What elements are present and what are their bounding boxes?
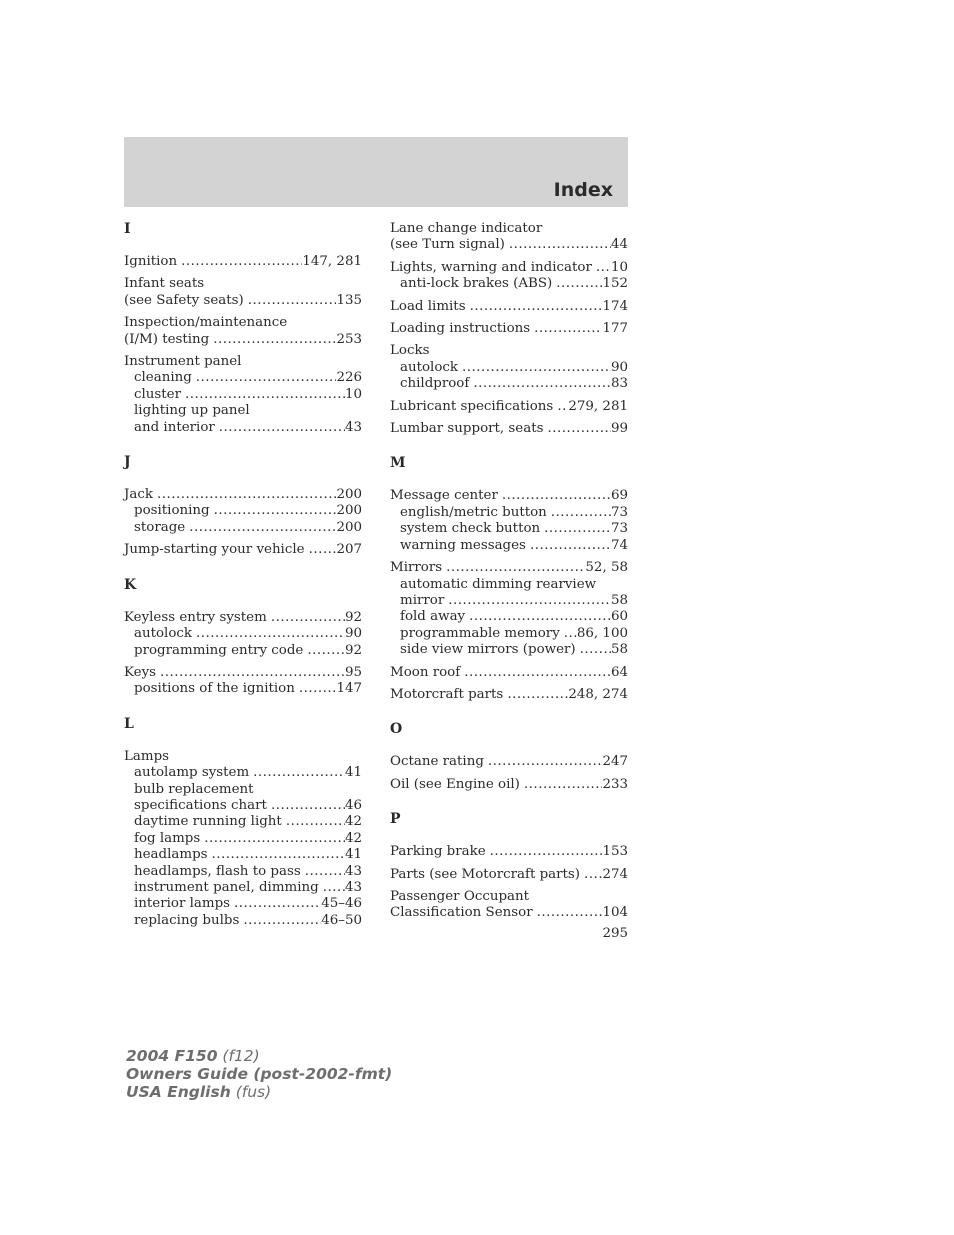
section-letter: I	[124, 221, 131, 237]
index-entry-line	[390, 777, 628, 793]
page-reference: 95	[344, 664, 362, 680]
index-entry-line	[390, 399, 628, 415]
dot-leader	[271, 610, 345, 626]
entry-term: cleaning	[134, 370, 192, 386]
entry-term: headlamps	[134, 847, 208, 863]
footer-model-code: (f12)	[222, 1047, 260, 1065]
index-entry	[390, 343, 628, 392]
entry-term: Ignition	[124, 254, 178, 269]
index-entry-line	[124, 665, 362, 681]
page-reference: 90	[344, 626, 362, 642]
page-reference: 52, 58	[585, 560, 628, 576]
entry-term: programmable memory	[400, 625, 560, 641]
page-reference: 44	[610, 237, 628, 253]
dot-leader	[309, 542, 337, 558]
index-subentry-line	[124, 798, 362, 814]
footer-guide: Owners Guide (post-2002-fmt)	[126, 1065, 393, 1083]
index-subentry-line	[124, 370, 362, 386]
index-entry-line	[124, 487, 362, 503]
page-reference: 174	[602, 298, 628, 314]
entry-term: fold away	[400, 609, 466, 625]
index-entry-line	[390, 560, 628, 576]
dot-leader	[490, 844, 603, 860]
index-entry-line	[390, 321, 628, 337]
index-subentry-line	[390, 538, 628, 554]
dot-leader	[196, 626, 345, 642]
entry-term: warning messages	[400, 537, 526, 553]
entry-term: Lubricant specifications	[390, 398, 554, 414]
page-reference: 207	[336, 542, 362, 558]
page-reference: 73	[610, 521, 628, 537]
page-reference: 279, 281	[568, 398, 628, 414]
dot-leader	[469, 609, 611, 625]
dot-leader	[464, 665, 611, 681]
index-subentry-line	[124, 896, 362, 912]
page-reference: 247	[602, 754, 628, 770]
entry-term: and interior	[134, 419, 215, 435]
entry-term: autolock	[400, 359, 459, 375]
dot-leader	[556, 276, 602, 292]
page-reference: 46	[344, 797, 362, 813]
page-reference: 60	[610, 609, 628, 625]
entry-term: bulb replacement	[134, 781, 254, 797]
index-entry-line	[124, 293, 362, 309]
index-entry	[390, 687, 628, 703]
index-entry	[124, 749, 362, 929]
index-subentry-line	[124, 847, 362, 863]
index-entry	[390, 421, 628, 437]
footer-language: USA English	[126, 1083, 231, 1101]
page-reference: 147	[336, 681, 362, 697]
index-subentry-line	[390, 609, 628, 625]
entry-term: Motorcraft parts	[390, 686, 504, 702]
dot-leader	[547, 421, 610, 437]
index-entry	[124, 542, 362, 558]
entry-term: Moon roof	[390, 664, 461, 680]
dot-leader	[307, 643, 345, 659]
entry-term: daytime running light	[134, 814, 282, 830]
index-subentry-line	[124, 626, 362, 642]
entry-term: Keyless entry system	[124, 609, 267, 625]
page-reference: 43	[344, 879, 362, 895]
index-entry	[390, 754, 628, 770]
dot-leader	[189, 520, 336, 536]
page-reference: 73	[610, 504, 628, 520]
entry-term: childproof	[400, 376, 470, 392]
index-entry-line	[124, 749, 362, 765]
index-subentry-line	[124, 387, 362, 403]
dot-leader	[507, 687, 568, 703]
index-subentry-line	[124, 403, 362, 419]
section-letter: O	[390, 721, 403, 738]
entry-term: mirror	[400, 592, 445, 608]
entry-term: Lumbar support, seats	[390, 421, 544, 437]
index-column-right	[390, 221, 628, 928]
entry-term: programming entry code	[134, 642, 304, 658]
dot-leader	[219, 420, 345, 436]
entry-term: Jack	[124, 487, 153, 503]
index-subentry-line	[124, 643, 362, 659]
index-entry	[124, 487, 362, 536]
dot-leader	[502, 488, 611, 504]
page-reference: 147, 281	[302, 254, 362, 269]
entry-term: Keys	[124, 664, 157, 680]
index-subentry-line	[390, 593, 628, 609]
dot-leader	[564, 626, 577, 642]
index-subentry-line	[124, 782, 362, 798]
index-subentry-line	[390, 360, 628, 376]
index-entry	[390, 777, 628, 793]
page-reference: 42	[344, 814, 362, 830]
page-reference: 233	[602, 776, 628, 792]
index-subentry-line	[390, 642, 628, 658]
entry-term: Octane rating	[390, 754, 484, 770]
index-entry	[390, 665, 628, 681]
index-subentry-line	[124, 864, 362, 880]
dot-leader	[473, 376, 611, 392]
entry-term: headlamps, flash to pass	[134, 863, 301, 879]
index-entry-line	[390, 299, 628, 315]
index-entry-line	[124, 276, 362, 292]
dot-leader	[524, 777, 603, 793]
index-subentry-line	[124, 503, 362, 519]
dot-leader	[286, 814, 345, 830]
index-entry-line	[124, 354, 362, 370]
page-reference: 253	[336, 331, 362, 347]
entry-term: Oil (see Engine oil)	[390, 776, 520, 792]
page-reference: 200	[336, 503, 362, 519]
dot-leader	[488, 754, 603, 770]
entry-term: interior lamps	[134, 896, 231, 912]
index-entry	[390, 488, 628, 554]
index-entry	[124, 610, 362, 659]
index-entry-line	[390, 687, 628, 703]
entry-term: lighting up panel	[134, 403, 250, 419]
entry-term: storage	[134, 519, 186, 535]
index-entry-line	[124, 542, 362, 558]
entry-term: positions of the ignition	[134, 681, 295, 697]
entry-term: anti-lock brakes (ABS)	[400, 276, 553, 292]
page-reference: 177	[602, 321, 628, 337]
section-letter: P	[390, 811, 401, 828]
dot-leader	[448, 593, 611, 609]
entry-term: english/metric button	[400, 504, 547, 520]
dot-leader	[212, 847, 345, 863]
index-subentry-line	[390, 626, 628, 642]
dot-leader	[204, 831, 345, 847]
dot-leader	[160, 665, 345, 681]
dot-leader	[271, 798, 345, 814]
index-entry	[390, 399, 628, 415]
index-subentry-line	[390, 521, 628, 537]
index-entry-line	[390, 260, 628, 276]
index-subentry-line	[124, 765, 362, 781]
index-subentry-line	[124, 681, 362, 697]
page-reference: 41	[344, 847, 362, 863]
entry-term: Load limits	[390, 298, 466, 314]
page-reference: 45–46	[321, 896, 362, 912]
dot-leader	[557, 399, 568, 415]
page-reference: 153	[602, 844, 628, 860]
index-subentry-line	[124, 880, 362, 896]
page-reference: 74	[610, 537, 628, 553]
entry-term: Mirrors	[390, 560, 443, 576]
page-reference: 226	[336, 370, 362, 386]
page-reference: 43	[344, 419, 362, 435]
page-reference: 10	[610, 259, 628, 275]
page-reference: 46–50	[321, 912, 362, 928]
index-subentry-line	[124, 913, 362, 929]
dot-leader	[305, 864, 345, 880]
index-entry-line	[390, 889, 628, 905]
dot-leader	[584, 867, 602, 883]
index-entry-line	[390, 905, 628, 921]
page-reference: 83	[610, 376, 628, 392]
page-reference: 92	[344, 609, 362, 625]
page-number: 295	[602, 926, 628, 941]
entry-term: Passenger Occupant	[390, 888, 529, 904]
dot-leader	[196, 370, 337, 386]
entry-term: fog lamps	[134, 830, 201, 846]
entry-term: instrument panel, dimming	[134, 879, 319, 895]
dot-leader	[446, 560, 585, 576]
entry-term: autolock	[134, 626, 193, 642]
index-entry-line	[390, 844, 628, 860]
page-reference: 248, 274	[568, 686, 628, 702]
page-title: Index	[553, 179, 613, 201]
index-entry-line	[124, 610, 362, 626]
dot-leader	[243, 913, 321, 929]
index-subentry-line	[390, 577, 628, 593]
page-reference: 42	[344, 830, 362, 846]
entry-term: automatic dimming rearview	[400, 576, 597, 592]
dot-leader	[323, 880, 345, 896]
entry-term: (see Safety seats)	[124, 292, 244, 308]
section-letter: J	[124, 454, 131, 471]
index-entry-line	[390, 237, 628, 253]
index-entry	[390, 221, 628, 254]
entry-term: Parking brake	[390, 844, 486, 860]
index-entry-line	[390, 665, 628, 681]
section-letter: L	[124, 715, 134, 732]
dot-leader	[509, 237, 611, 253]
entry-term: Parts (see Motorcraft parts)	[390, 866, 581, 882]
index-entry	[390, 260, 628, 293]
page-reference: 41	[344, 765, 362, 781]
dot-leader	[551, 505, 611, 521]
entry-term: Instrument panel	[124, 354, 242, 370]
page-reference: 69	[610, 488, 628, 504]
index-entry	[124, 665, 362, 698]
index-entry-line	[124, 315, 362, 331]
index-entry	[124, 276, 362, 309]
entry-term: Infant seats	[124, 276, 205, 292]
index-subentry-line	[124, 420, 362, 436]
index-entry	[390, 321, 628, 337]
index-entry	[390, 560, 628, 658]
index-subentry-line	[390, 505, 628, 521]
index-entry	[390, 299, 628, 315]
index-entry-line	[390, 421, 628, 437]
page-reference: 152	[602, 276, 628, 292]
index-entry	[124, 354, 362, 436]
dot-leader	[234, 896, 321, 912]
index-column-left	[124, 221, 362, 935]
dot-leader	[530, 538, 611, 554]
entry-term: specifications chart	[134, 797, 267, 813]
index-subentry-line	[390, 376, 628, 392]
index-subentry-line	[124, 814, 362, 830]
index-entry-line	[390, 343, 628, 359]
entry-term: Classification Sensor	[390, 905, 533, 921]
dot-leader	[248, 293, 337, 309]
section-letter: M	[390, 455, 406, 472]
index-subentry-line	[390, 276, 628, 292]
dot-leader	[157, 487, 336, 503]
index-subentry-line	[124, 831, 362, 847]
page-reference: 58	[610, 642, 628, 658]
index-entry-line	[390, 221, 628, 237]
index-entry-line	[124, 254, 362, 270]
page-reference: 43	[344, 863, 362, 879]
dot-leader	[185, 387, 345, 403]
document-footer	[126, 1047, 392, 1101]
index-entry	[390, 844, 628, 860]
index-header-bar	[124, 137, 628, 207]
index-entry	[124, 315, 362, 348]
dot-leader	[544, 521, 611, 537]
entry-term: autolamp system	[134, 765, 250, 781]
dot-leader	[462, 360, 611, 376]
page-reference: 58	[610, 592, 628, 608]
dot-leader	[213, 332, 336, 348]
dot-leader	[580, 642, 611, 658]
page-reference: 90	[610, 359, 628, 375]
entry-term: Lamps	[124, 748, 170, 764]
entry-term: replacing bulbs	[134, 912, 240, 928]
index-entry	[390, 867, 628, 883]
index-entry-line	[390, 867, 628, 883]
dot-leader	[253, 765, 345, 781]
page-reference: 99	[610, 421, 628, 437]
entry-term: positioning	[134, 503, 210, 519]
index-subentry-line	[124, 520, 362, 536]
dot-leader	[214, 503, 337, 519]
index-entry-line	[124, 332, 362, 348]
index-entry	[390, 889, 628, 922]
section-letter: K	[124, 576, 137, 593]
entry-term: Jump-starting your vehicle	[124, 542, 305, 558]
entry-term: system check button	[400, 521, 541, 537]
footer-language-code: (fus)	[235, 1083, 272, 1101]
entry-term: Locks	[390, 343, 430, 359]
dot-leader	[596, 260, 611, 276]
dot-leader	[181, 254, 302, 270]
footer-model: 2004 F150	[126, 1047, 218, 1065]
entry-term: Loading instructions	[390, 321, 531, 337]
dot-leader	[534, 321, 602, 337]
page-reference: 200	[336, 519, 362, 535]
page-reference: 92	[344, 642, 362, 658]
entry-term: cluster	[134, 386, 181, 402]
entry-term: (I/M) testing	[124, 331, 210, 347]
dot-leader	[470, 299, 603, 315]
entry-term: side view mirrors (power)	[400, 642, 576, 658]
entry-term: Lane change indicator	[390, 221, 543, 236]
entry-term: Lights, warning and indicator	[390, 259, 592, 275]
entry-term: Inspection/maintenance	[124, 315, 288, 331]
page-reference: 86, 100	[576, 625, 628, 641]
page-reference: 10	[344, 386, 362, 402]
page-reference: 274	[602, 866, 628, 882]
page-reference: 104	[602, 905, 628, 921]
index-entry	[124, 254, 362, 270]
dot-leader	[299, 681, 337, 697]
index-entry-line	[390, 754, 628, 770]
dot-leader	[537, 905, 603, 921]
page-reference: 200	[336, 487, 362, 503]
page-reference: 135	[336, 292, 362, 308]
page-reference: 64	[610, 664, 628, 680]
index-entry-line	[390, 488, 628, 504]
entry-term: (see Turn signal)	[390, 237, 505, 253]
entry-term: Message center	[390, 488, 498, 504]
